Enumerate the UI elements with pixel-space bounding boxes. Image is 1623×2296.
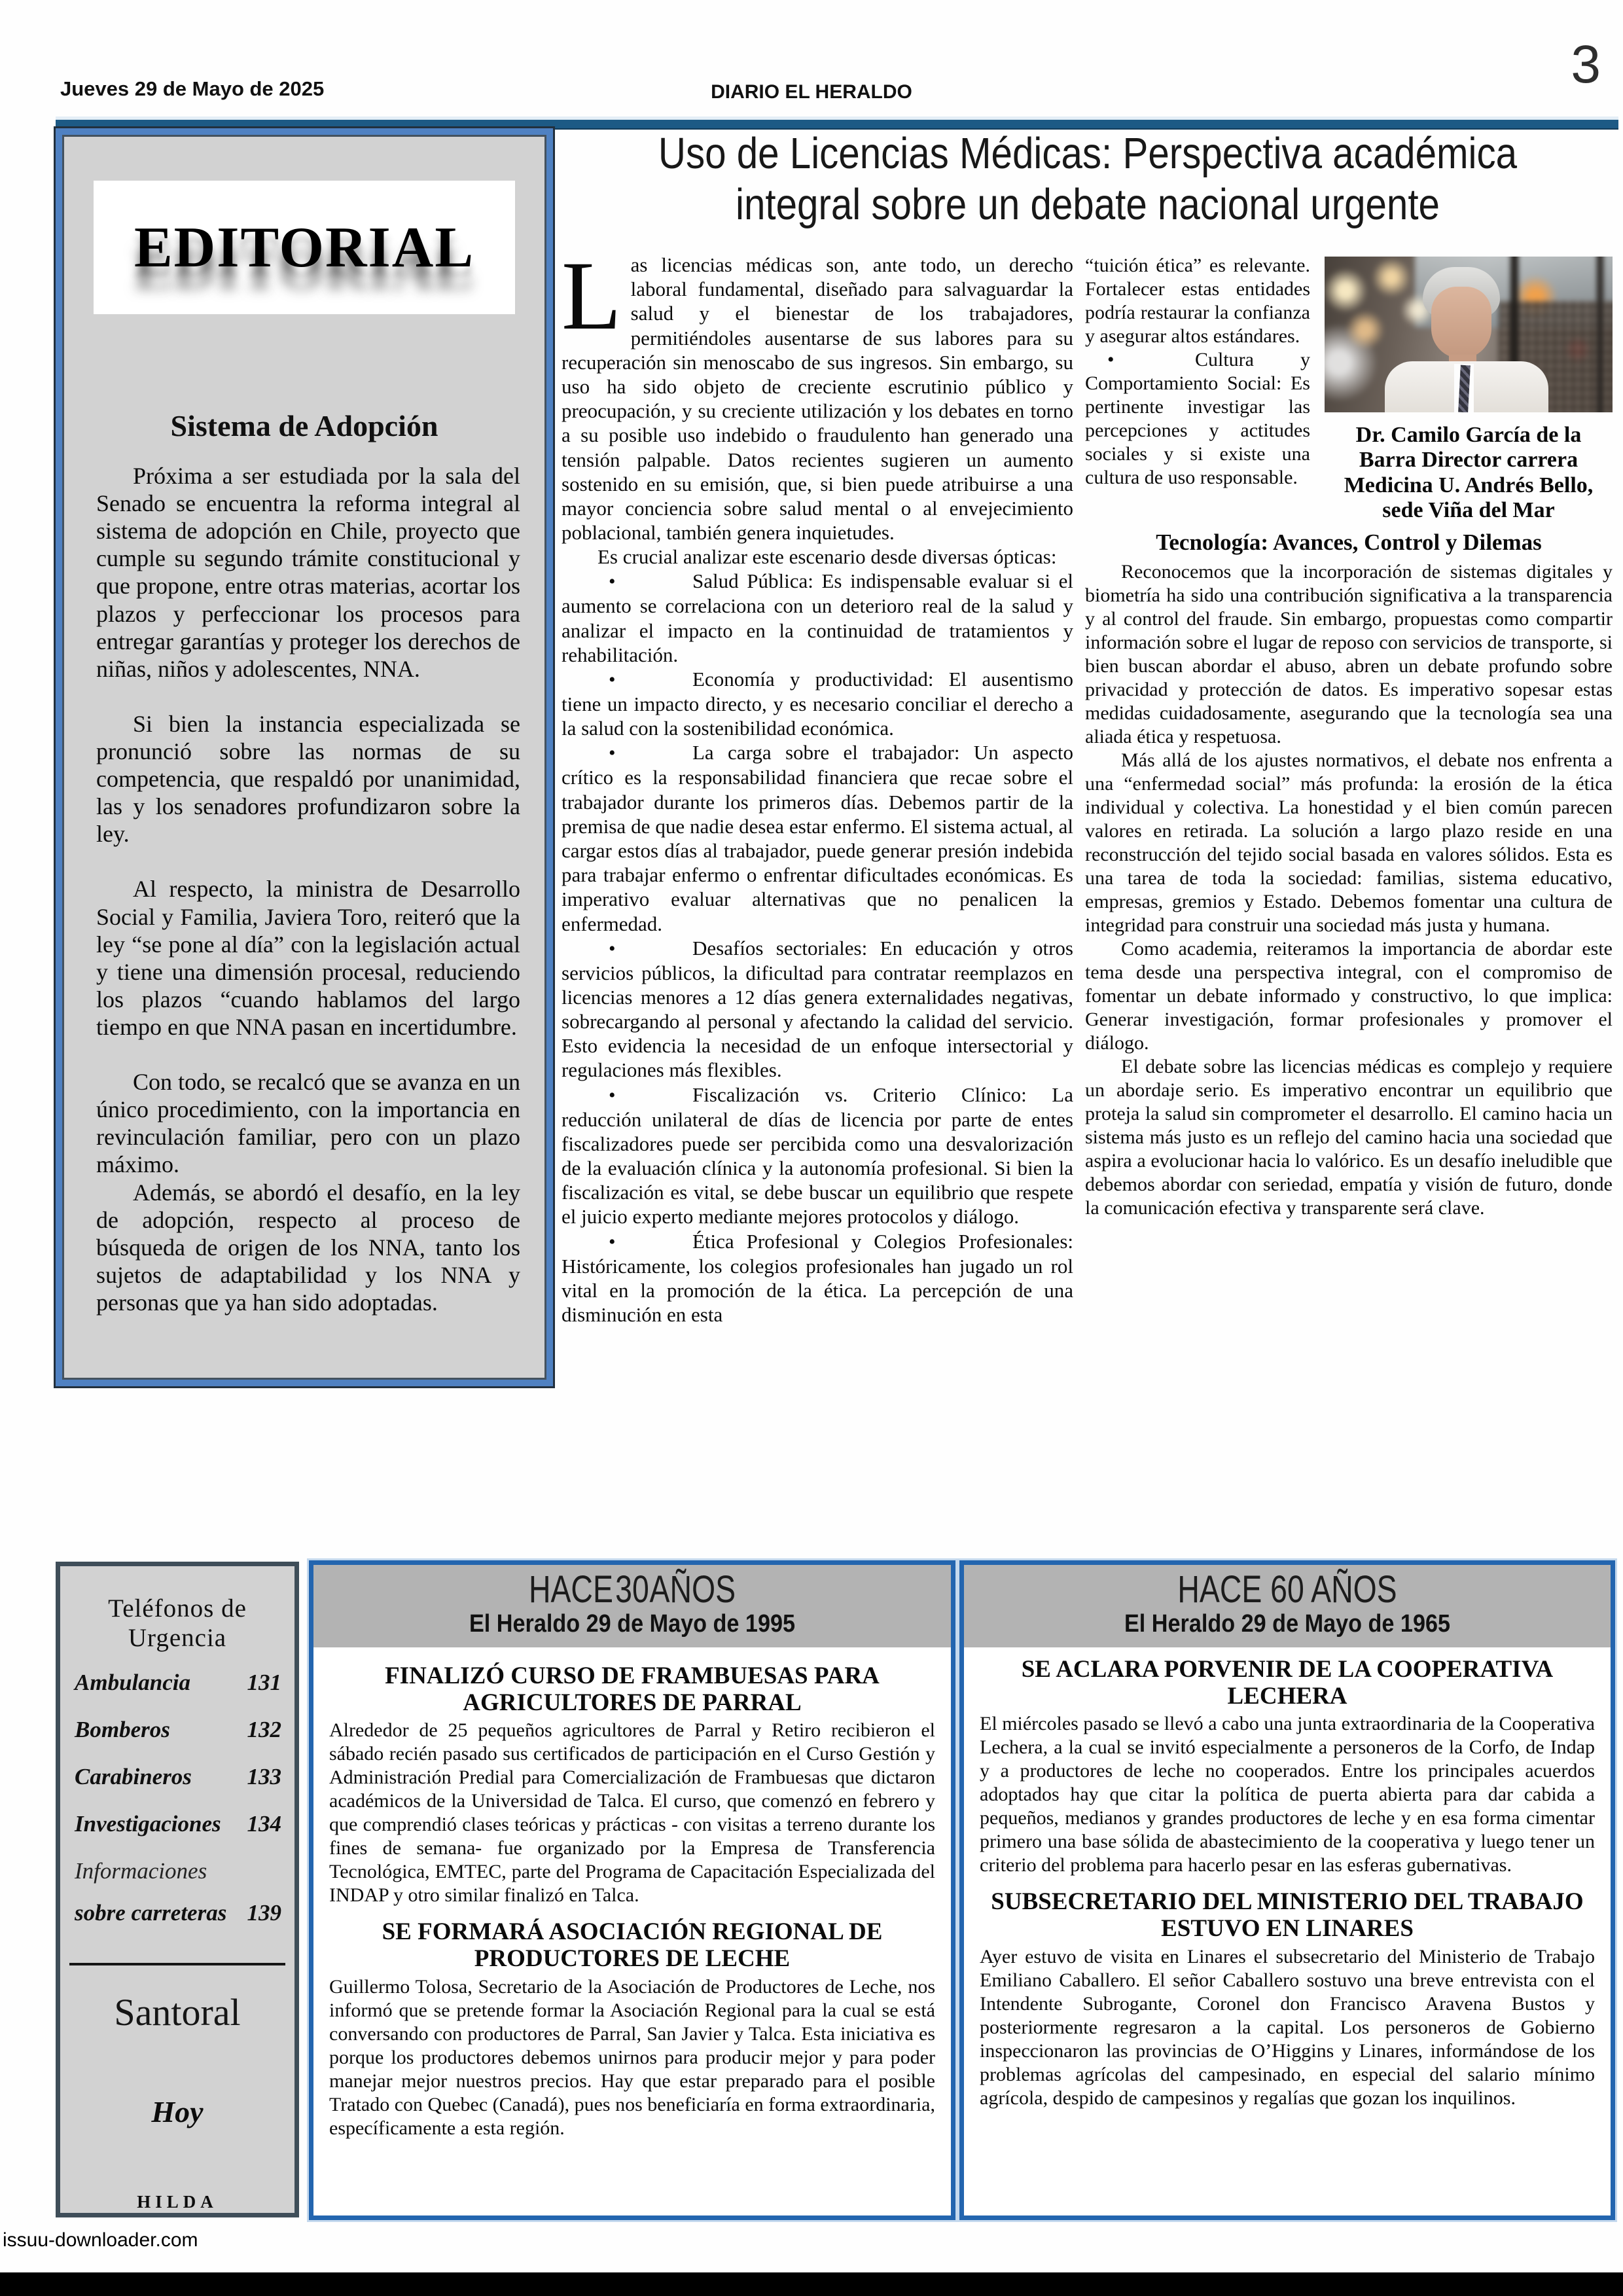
article-paragraph: Reconocemos que la incorporación de sistemas digitales y biometría ha sido una contribución significativa a la transparencia y al control del fraude. Sin embargo, propuestas como compartir información sobre el lugar de reposo con servicios de transporte, si bien buscan abordar el abuso, abren un debate profundo sobre privacidad y protección de datos. Es imperativo sopesar estas medidas cuidadosamente, asegurando que la tecnología sea una aliada ética y respetuosa. <box>1085 560 1613 747</box>
hace-60-headline: SUBSECRETARIO DEL MINISTERIO DEL TRABAJO ESTUVO EN LINARES <box>991 1888 1584 1943</box>
bullet-text: Ética Profesional y Colegios Profesionales: Históricamente, los colegios profesionales han jugado un rol vital en la promoción de la ética. La percepción de una disminución en esta <box>562 1229 1073 1326</box>
bullet-text: Salud Pública: Es indispensable evaluar si el aumento se correlaciona con un deterioro real de la salud y analizar el impacto en la continuidad de tratamientos y rehabilitación. <box>562 569 1073 666</box>
hace-60-article: El miércoles pasado se llevó a cabo una junta extraordinaria de la Cooperativa Lechera, a la cual se invitó especialmente a personeros de la Corfo, de Indap y a productores de leche no cooperados. Entre los principales acuerdos adoptados hay que citar la política de puerta abierta para dar cabida a pequeños, medianos y grandes productores de leche y en esa forma cimentar primero una base sólida de abastecimiento de la cooperativa y luego tener un criterio del problema para hacerlo pesar en las esferas gubernativas. <box>980 1713 1595 1876</box>
phone-number: 133 <box>247 1764 281 1789</box>
editorial-box <box>56 128 553 1386</box>
santoral-saint-name: HILDA <box>137 2192 218 2212</box>
article-subhead: Tecnología: Avances, Control y Dilemas <box>1156 529 1542 555</box>
editorial-paragraph: Si bien la instancia especializada se pronunció sobre las normas de su competencia, que respaldó por unanimidad, las y los senadores profundizaron sobre la ley. <box>96 710 520 848</box>
article-column-1 <box>562 242 1073 1327</box>
bullet-icon: • <box>609 571 616 593</box>
bullet-text: Cultura y Comportamiento Social: Es pertinente investigar las percepciones y actitudes sociales y si existe una cultura de uso responsable. <box>1085 349 1310 488</box>
photo-caption: Dr. Camilo García de la Barra Director carrera Medicina U. Andrés Bello, sede Viña del Mar <box>1344 423 1594 523</box>
watermark-text: issuu-downloader.com <box>3 2229 198 2251</box>
phone-number: 134 <box>247 1811 281 1837</box>
hace-30-headline: SE FORMARÁ ASOCIACIÓN REGIONAL DE PRODUCTORES DE LECHE <box>382 1918 883 1973</box>
phone-label: Bomberos <box>75 1717 170 1742</box>
phone-number: 131 <box>247 1670 281 1695</box>
phones-divider <box>69 1963 285 1965</box>
phone-row <box>75 1764 281 1811</box>
editorial-paragraph: Al respecto, la ministra de Desarrollo Social y Familia, Javiera Toro, reiteró que la ley “se pone al día” con la legislación actual y tiene una dimensión procesal, reduciendo los plazos “cuando hablamos del largo tiempo en que NNA pasan en incertidumbre. <box>96 876 520 1040</box>
editorial-paragraph: Próxima a ser estudiada por la sala del Senado se encuentra la reforma integral al sistema de adopción en Chile, proyecto que cumple su segundo trámite constitucional y que propone, entre otras materias, acortar los plazos y perfeccionar los procesos para entregar garantías y proteger los derechos de niñas, niños y adolescentes, NNA. <box>96 463 520 682</box>
editorial-paragraph: Con todo, se recalcó que se avanza en un único procedimiento, con la importancia en revinculación familiar, pero con un plazo máximo. <box>96 1069 520 1178</box>
bullet-icon: • <box>609 669 616 691</box>
hace-60-subtitle: El Heraldo 29 de Mayo de 1965 <box>1124 1609 1451 1638</box>
bullet-icon: • <box>609 742 616 764</box>
article-title-line1: Uso de Licencias Médicas: Perspectiva académica <box>658 129 1518 178</box>
article-bullet-item <box>562 569 1073 667</box>
article-paragraph: Como academia, reiteramos la importancia de abordar este tema desde una perspectiva integral, con el compromiso de fomentar un debate informado y constructivo, lo que implica: Generar investigación, formar profesionales y promover el diálogo. <box>1085 937 1613 1054</box>
bullet-text: Economía y productividad: El ausentismo tiene un impacto directo, y es necesario conciliar el derecho a la salud con la sostenibilidad económica. <box>562 668 1073 740</box>
hace-60-body <box>964 1647 1611 2110</box>
phone-row <box>75 1670 281 1717</box>
editorial-header <box>94 181 515 314</box>
article-intro-paragraph <box>562 242 1073 545</box>
hace-30-headline: FINALIZÓ CURSO DE FRAMBUESAS PARA AGRICULTORES DE PARRAL <box>385 1662 880 1716</box>
phone-label: Carabineros <box>75 1764 192 1789</box>
hace-60-title: HACE 60 AÑOS <box>1177 1568 1397 1611</box>
hace-30-article: Guillermo Tolosa, Secretario de la Asociación de Productores de Leche, nos informó que se pretende formar la Asociación Regional para la cual se está conversando con productores de Parral, San Javier y Talca. Esta iniciativa es porque los productores debemos unirnos para producir mejor y para poder manejar mejor nuestros precios. Hay que estar preparado para el posible Tratado con Quebec (Canadá), pues nos beneficiaría en forma extraordinaria, específicamente a esta región. <box>329 1975 936 2139</box>
editorial-title: Sistema de Adopción <box>170 409 438 442</box>
drop-cap: L <box>562 242 622 350</box>
article-paragraph: El debate sobre las licencias médicas es complejo y requiere un abordaje serio. Es imperativo encontrar un equilibrio que proteja la salud sin comprometer el desarrollo. El camino hacia un sistema más justo es un reflejo del camino hacia una sociedad que aspira a evolucionar hacia lo valórico. Es un desafío ineludible que debemos abordar con seriedad, empatía y visión de futuro, donde la comunicación efectiva y transparente será clave. <box>1085 1055 1613 1219</box>
article-bullet-item <box>562 1229 1073 1327</box>
phone-row <box>75 1858 281 1900</box>
article-bullet-item <box>562 936 1073 1083</box>
article-title <box>626 128 1550 231</box>
hace-30-article: Alrededor de 25 pequeños agricultores de Parral y Retiro recibieron el sábado recién pasado sus certificados de participación en el Curso Gestión y Administración Predial para Comercialización de Frambuesas que dictaron académicos de la Universidad de Talca. El curso, que comenzó en febrero y que comprendió clases teóricas y prácticas - con visitas a terreno durante los fines de semana- fue organizado por la Empresa de Transferencia Tecnológica, EMTEC, parte del Programa de Capacitación Especializada del INDAP y otro similar finalizó en Talca. <box>329 1719 935 1907</box>
bullet-icon: • <box>609 1230 616 1253</box>
hace-60-box <box>959 1560 1615 2220</box>
article-bullet-item <box>562 1083 1073 1229</box>
bullet-text: Fiscalización vs. Criterio Clínico: La reducción unilateral de días de licencia por parte de entes fiscalizadores puede ser percibida como una desvalorización de la evaluación clínica y la autonomía profesional. Si bien la fiscalización es vital, se debe buscar un equilibrio que respete el juicio experto mediante mejores protocolos y diálogo. <box>562 1083 1073 1229</box>
hace-30-subtitle: El Heraldo 29 de Mayo de 1995 <box>469 1609 796 1638</box>
phone-row <box>75 1900 281 1947</box>
hace-60-header <box>964 1565 1611 1647</box>
editorial-label: EDITORIAL <box>134 215 475 279</box>
editorial-body <box>96 462 520 1344</box>
header-rule <box>56 117 1618 130</box>
bullet-icon: • <box>1107 349 1115 370</box>
editorial-paragraph: Además, se abordó el desafío, en la ley de adopción, respecto al proceso de búsqueda de origen de los NNA, tanto los sujetos de adaptabilidad y los NNA y personas que ya han sido adoptadas. <box>96 1179 520 1316</box>
article-bullet-item <box>562 740 1073 935</box>
phone-number: 139 <box>247 1900 281 1926</box>
article-title-line2: integral sobre un debate nacional urgente <box>736 180 1440 230</box>
doctor-face <box>1431 287 1491 359</box>
phone-number: 132 <box>247 1717 281 1742</box>
doctor-figure <box>1325 257 1613 524</box>
article-paragraph: Es crucial analizar este escenario desde diversas ópticas: <box>597 545 1057 569</box>
phone-row <box>75 1717 281 1764</box>
emergency-phones-box <box>56 1562 299 2217</box>
page-number: 3 <box>1571 35 1601 94</box>
article-paragraph: “tuición ética” es relevante. Fortalecer estas entidades podría restaurar la confianza y asegurar altos estándares. <box>1085 255 1310 347</box>
santoral-today-label: Hoy <box>151 2095 204 2128</box>
photo-window-mullion <box>1597 257 1603 412</box>
phone-row <box>75 1811 281 1858</box>
doctor-photo <box>1325 257 1613 412</box>
bullet-text: Desafíos sectoriales: En educación y otros servicios públicos, la dificultad para contratar reemplazos en licencias menores a 12 días genera externalidades negativas, sobrecargando al personal y afectando la calidad del servicio. Esto evidencia la necesidad de un enfoque intersectorial y regulaciones más flexibles. <box>562 936 1073 1082</box>
bullet-icon: • <box>609 1084 616 1106</box>
santoral-title: Santoral <box>114 1991 241 2034</box>
hace-60-headline: SE ACLARA PORVENIR DE LA COOPERATIVA LECHERA <box>1021 1656 1554 1710</box>
hace-30-body <box>313 1647 951 2140</box>
phone-label: Ambulancia <box>75 1670 190 1695</box>
phone-label: Informaciones <box>75 1858 207 1884</box>
bullet-icon: • <box>609 937 616 960</box>
hace-30-header <box>313 1565 951 1647</box>
hace-60-article: Ayer estuvo de visita en Linares el subsecretario del Ministerio de Trabajo Emiliano Caballero. El señor Caballero sostuvo una breve entrevista con el Intendente Subrogante, Coronel don Francisco Aravena Bustos y posteriormente regresaron a la capital. Los personeros de Gobierno inspeccionaron las provincias de O’Higgins y Linares, informándose de los problemas agrícolas del campesinado, en especial del salario mínimo agrícola, despido de campesinos y regalías que gozan los inquilinos. <box>980 1945 1595 2109</box>
hace-30-title: HACE 30 AÑOS <box>528 1568 736 1611</box>
phone-label: Investigaciones <box>75 1811 221 1837</box>
page-date: Jueves 29 de Mayo de 2025 <box>60 77 325 100</box>
article-paragraph: Más allá de los ajustes normativos, el debate nos enfrenta a una “enfermedad social” más profunda: la erosión de la ética individual y colectiva. La honestidad y el bien común parecen valores en retirada. La solución a largo plazo reside en una reconstrucción del tejido social basada en valores sólidos. Esta es una tarea de toda la sociedad: familias, sistema educativo, empresas, gremios y Estado. Debemos fomentar una cultura de integridad para construir una sociedad más justa y humana. <box>1085 749 1613 936</box>
bullet-text: La carga sobre el trabajador: Un aspecto crítico es la responsabilidad financiera que recae sobre el trabajador durante los primeros días. Debemos partir de la premisa de que nadie desea estar enfermo. El sistema actual, al cargar estos días al trabajador, puede generar presión indebida para trabajar enfermo o enfrentar dificultades económicas. Es imperativo evaluar alternativas que no penalicen la enfermedad. <box>562 741 1073 935</box>
article-column-2 <box>1085 254 1613 1220</box>
article-intro-text: as licencias médicas son, ante todo, un derecho laboral fundamental, diseñado para salvaguardar la salud y el bienestar de los trabajadores, permitiéndoles ausentarse de sus labores para su recuperación sin menoscabo de sus ingresos. Sin embargo, su uso ha sido objeto de creciente escrutinio público y preocupación, y su creciente utilización y los debates en torno a su posible uso indebido o fraudulento han generado una tensión palpable. Datos recientes sugieren un aumento sostenido en su emisión, que, si bien puede atribuirse a una mayor conciencia sobre salud mental o al envejecimiento poblacional, también genera inquietudes. <box>562 253 1073 545</box>
phones-list <box>75 1670 281 1947</box>
phone-label: sobre carreteras <box>75 1900 227 1926</box>
bottom-black-bar <box>0 2272 1623 2296</box>
masthead: DIARIO EL HERALDO <box>711 81 912 103</box>
article-bullet-item <box>562 667 1073 740</box>
phones-title: Teléfonos de Urgencia <box>108 1594 247 1652</box>
hace-30-box <box>309 1560 955 2220</box>
